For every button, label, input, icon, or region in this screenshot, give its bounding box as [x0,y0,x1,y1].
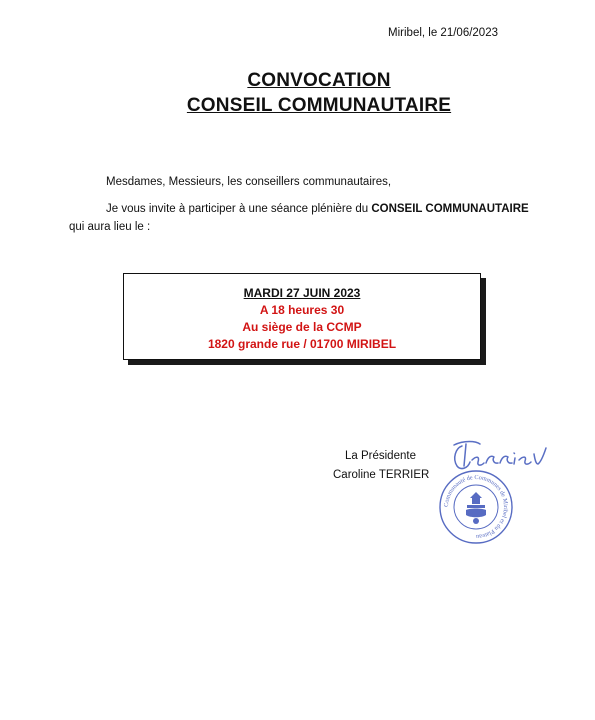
signatory-name: Caroline TERRIER [333,469,430,481]
council-name: CONSEIL COMMUNAUTAIRE [371,203,529,215]
document-title: CONVOCATION [247,70,391,91]
meeting-date: MARDI 27 JUIN 2023 [243,286,361,300]
invitation-end: qui aura lieu le : [69,221,151,233]
meeting-address: 1820 grande rue / 01700 MIRIBEL [207,337,397,351]
invitation-text: Je vous invite à participer à une séance plénière du [106,203,372,215]
meeting-box [123,273,481,360]
stamp-text: Communauté de Communes de Miribel et du Plateau [442,473,510,541]
document-subtitle: CONSEIL COMMUNAUTAIRE [186,95,452,116]
signatory-role: La Présidente [345,450,416,462]
official-stamp [437,468,515,546]
place-date: Miribel, le 21/06/2023 [388,27,498,39]
meeting-time: A 18 heures 30 [259,303,345,317]
meeting-place: Au siège de la CCMP [242,320,362,334]
invitation-line [106,201,529,217]
salutation: Mesdames, Messieurs, les conseillers communautaires, [106,176,392,188]
